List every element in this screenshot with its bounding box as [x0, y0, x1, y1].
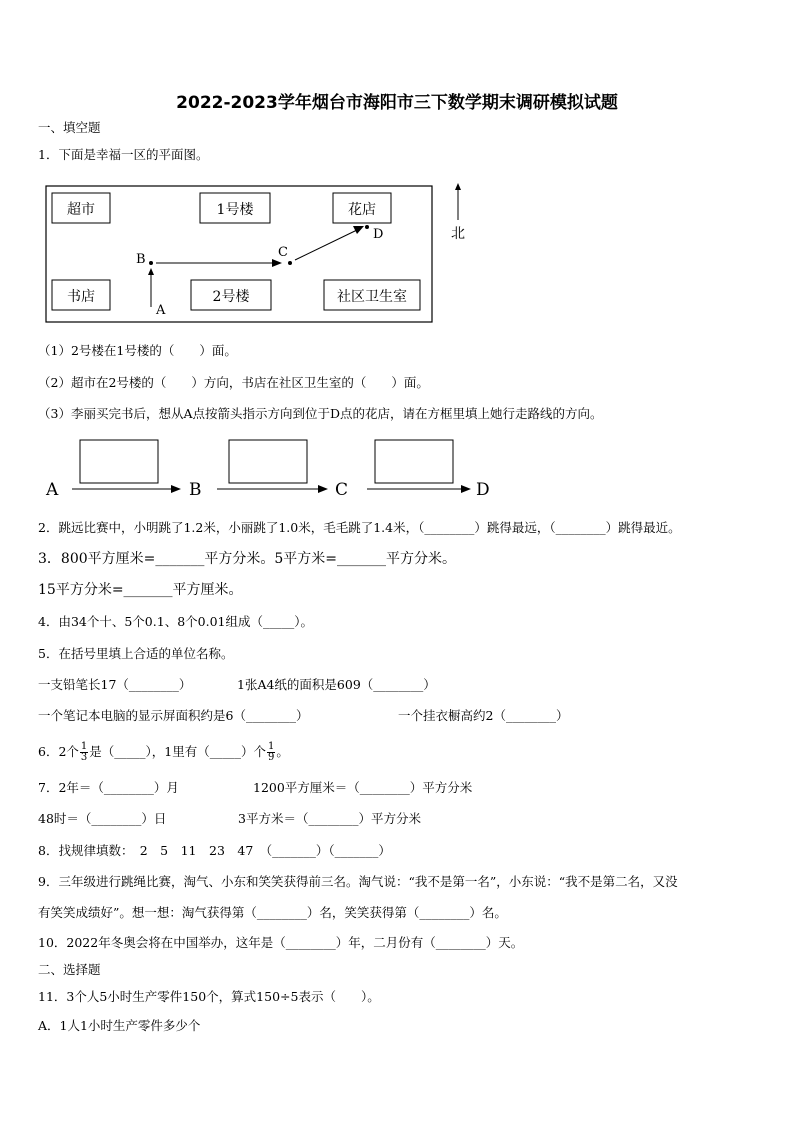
question-5-c: 一个笔记本电脑的显示屏面积约是6（________）: [38, 708, 309, 723]
question-5-b: 1张A4纸的面积是609（________）: [237, 677, 436, 692]
question-6: [38, 742, 289, 763]
question-8: 8．找规律填数： 2 5 11 23 47 （_______）（_______）: [38, 843, 391, 858]
question-6-end: 。: [276, 744, 289, 759]
question-7-c: 48时＝（________）日: [38, 811, 167, 826]
fraction-one-third: $\frac{1}{3}$: [80, 741, 88, 763]
route-a: A: [46, 480, 59, 500]
question-3-line-1: 3．800平方厘米=_______平方分米。5平方米=_______平方分米。: [38, 551, 456, 567]
answer-box-2[interactable]: [229, 440, 307, 483]
label-building-2: 2号楼: [212, 289, 250, 305]
label-clinic: 社区卫生室: [337, 289, 407, 305]
question-5-d: 一个挂衣橱高约2（________）: [398, 708, 569, 723]
label-d: D: [373, 227, 384, 242]
question-6-start: 6．2个: [38, 744, 79, 759]
fraction-one-ninth: $\frac{1}{9}$: [268, 741, 275, 763]
question-5-a: 一支铅笔长17（________）: [38, 677, 192, 692]
question-2: 2．跳远比赛中，小明跳了1.2米，小丽跳了1.0米，毛毛跳了1.4米，（________）跳得最远，（________）跳得最近。: [38, 520, 681, 535]
question-9-line-2: 有笑笑成绩好”。想一想：淘气获得第（________）名，笑笑获得第（________）名。: [38, 905, 507, 920]
question-3-line-2: 15平方分米=_______平方厘米。: [38, 582, 243, 598]
question-7-d: 3平方米＝（________）平方分米: [238, 811, 421, 826]
route-d: D: [476, 480, 490, 500]
label-bookstore: 书店: [67, 289, 95, 305]
question-1-part-2: （2）超市在2号楼的（ ）方向，书店在社区卫生室的（ ）面。: [38, 375, 429, 390]
question-1-part-1: （1）2号楼在1号楼的（ ）面。: [38, 343, 237, 358]
label-supermarket: 超市: [67, 202, 95, 218]
arrow-c-d: [295, 230, 357, 260]
question-9-line-1: 9．三年级进行跳绳比赛，淘气、小东和笑笑获得前三名。淘气说：“我不是第一名”，小东说：“我不是第二名，又没: [38, 874, 678, 889]
question-4: 4．由34个十、5个0.1、8个0.01组成（_____）。: [38, 614, 313, 629]
label-a: A: [156, 303, 166, 318]
label-b: B: [136, 252, 146, 267]
question-7-a: 7．2年＝（________）月: [38, 780, 179, 795]
route-diagram: [40, 436, 500, 502]
neighborhood-map: [40, 180, 480, 325]
question-1-part-3: （3）李丽买完书后，想从A点按箭头指示方向到位于D点的花店，请在方框里填上她行走路线的方向。: [38, 406, 603, 421]
section-fill-blank: 一、填空题: [38, 120, 101, 135]
route-c: C: [335, 480, 349, 500]
question-7-b: 1200平方厘米＝（________）平方分米: [253, 780, 473, 795]
question-6-middle: 是（_____），1里有（_____）个: [89, 744, 266, 759]
label-building-1: 1号楼: [216, 202, 254, 218]
label-flower-shop: 花店: [348, 202, 376, 218]
answer-box-1[interactable]: [80, 440, 158, 483]
page-title: 2022-2023学年烟台市海阳市三下数学期末调研模拟试题: [176, 93, 618, 113]
route-b: B: [189, 480, 202, 500]
question-1-stem: 1．下面是幸福一区的平面图。: [38, 147, 209, 162]
north-label: 北: [451, 226, 465, 242]
question-11: 11．3个人5小时生产零件150个，算式150÷5表示（ ）。: [38, 989, 380, 1004]
section-multiple-choice: 二、选择题: [38, 962, 101, 977]
question-5-stem: 5．在括号里填上合适的单位名称。: [38, 646, 234, 661]
question-10: 10．2022年冬奥会将在中国举办，这年是（________）年，二月份有（________）天。: [38, 935, 524, 950]
question-11-option-a: A．1人1小时生产零件多少个: [38, 1018, 201, 1033]
point-b: [149, 261, 153, 265]
point-d: [365, 225, 369, 229]
label-c: C: [278, 245, 288, 260]
answer-box-3[interactable]: [375, 440, 453, 483]
point-c: [288, 261, 292, 265]
